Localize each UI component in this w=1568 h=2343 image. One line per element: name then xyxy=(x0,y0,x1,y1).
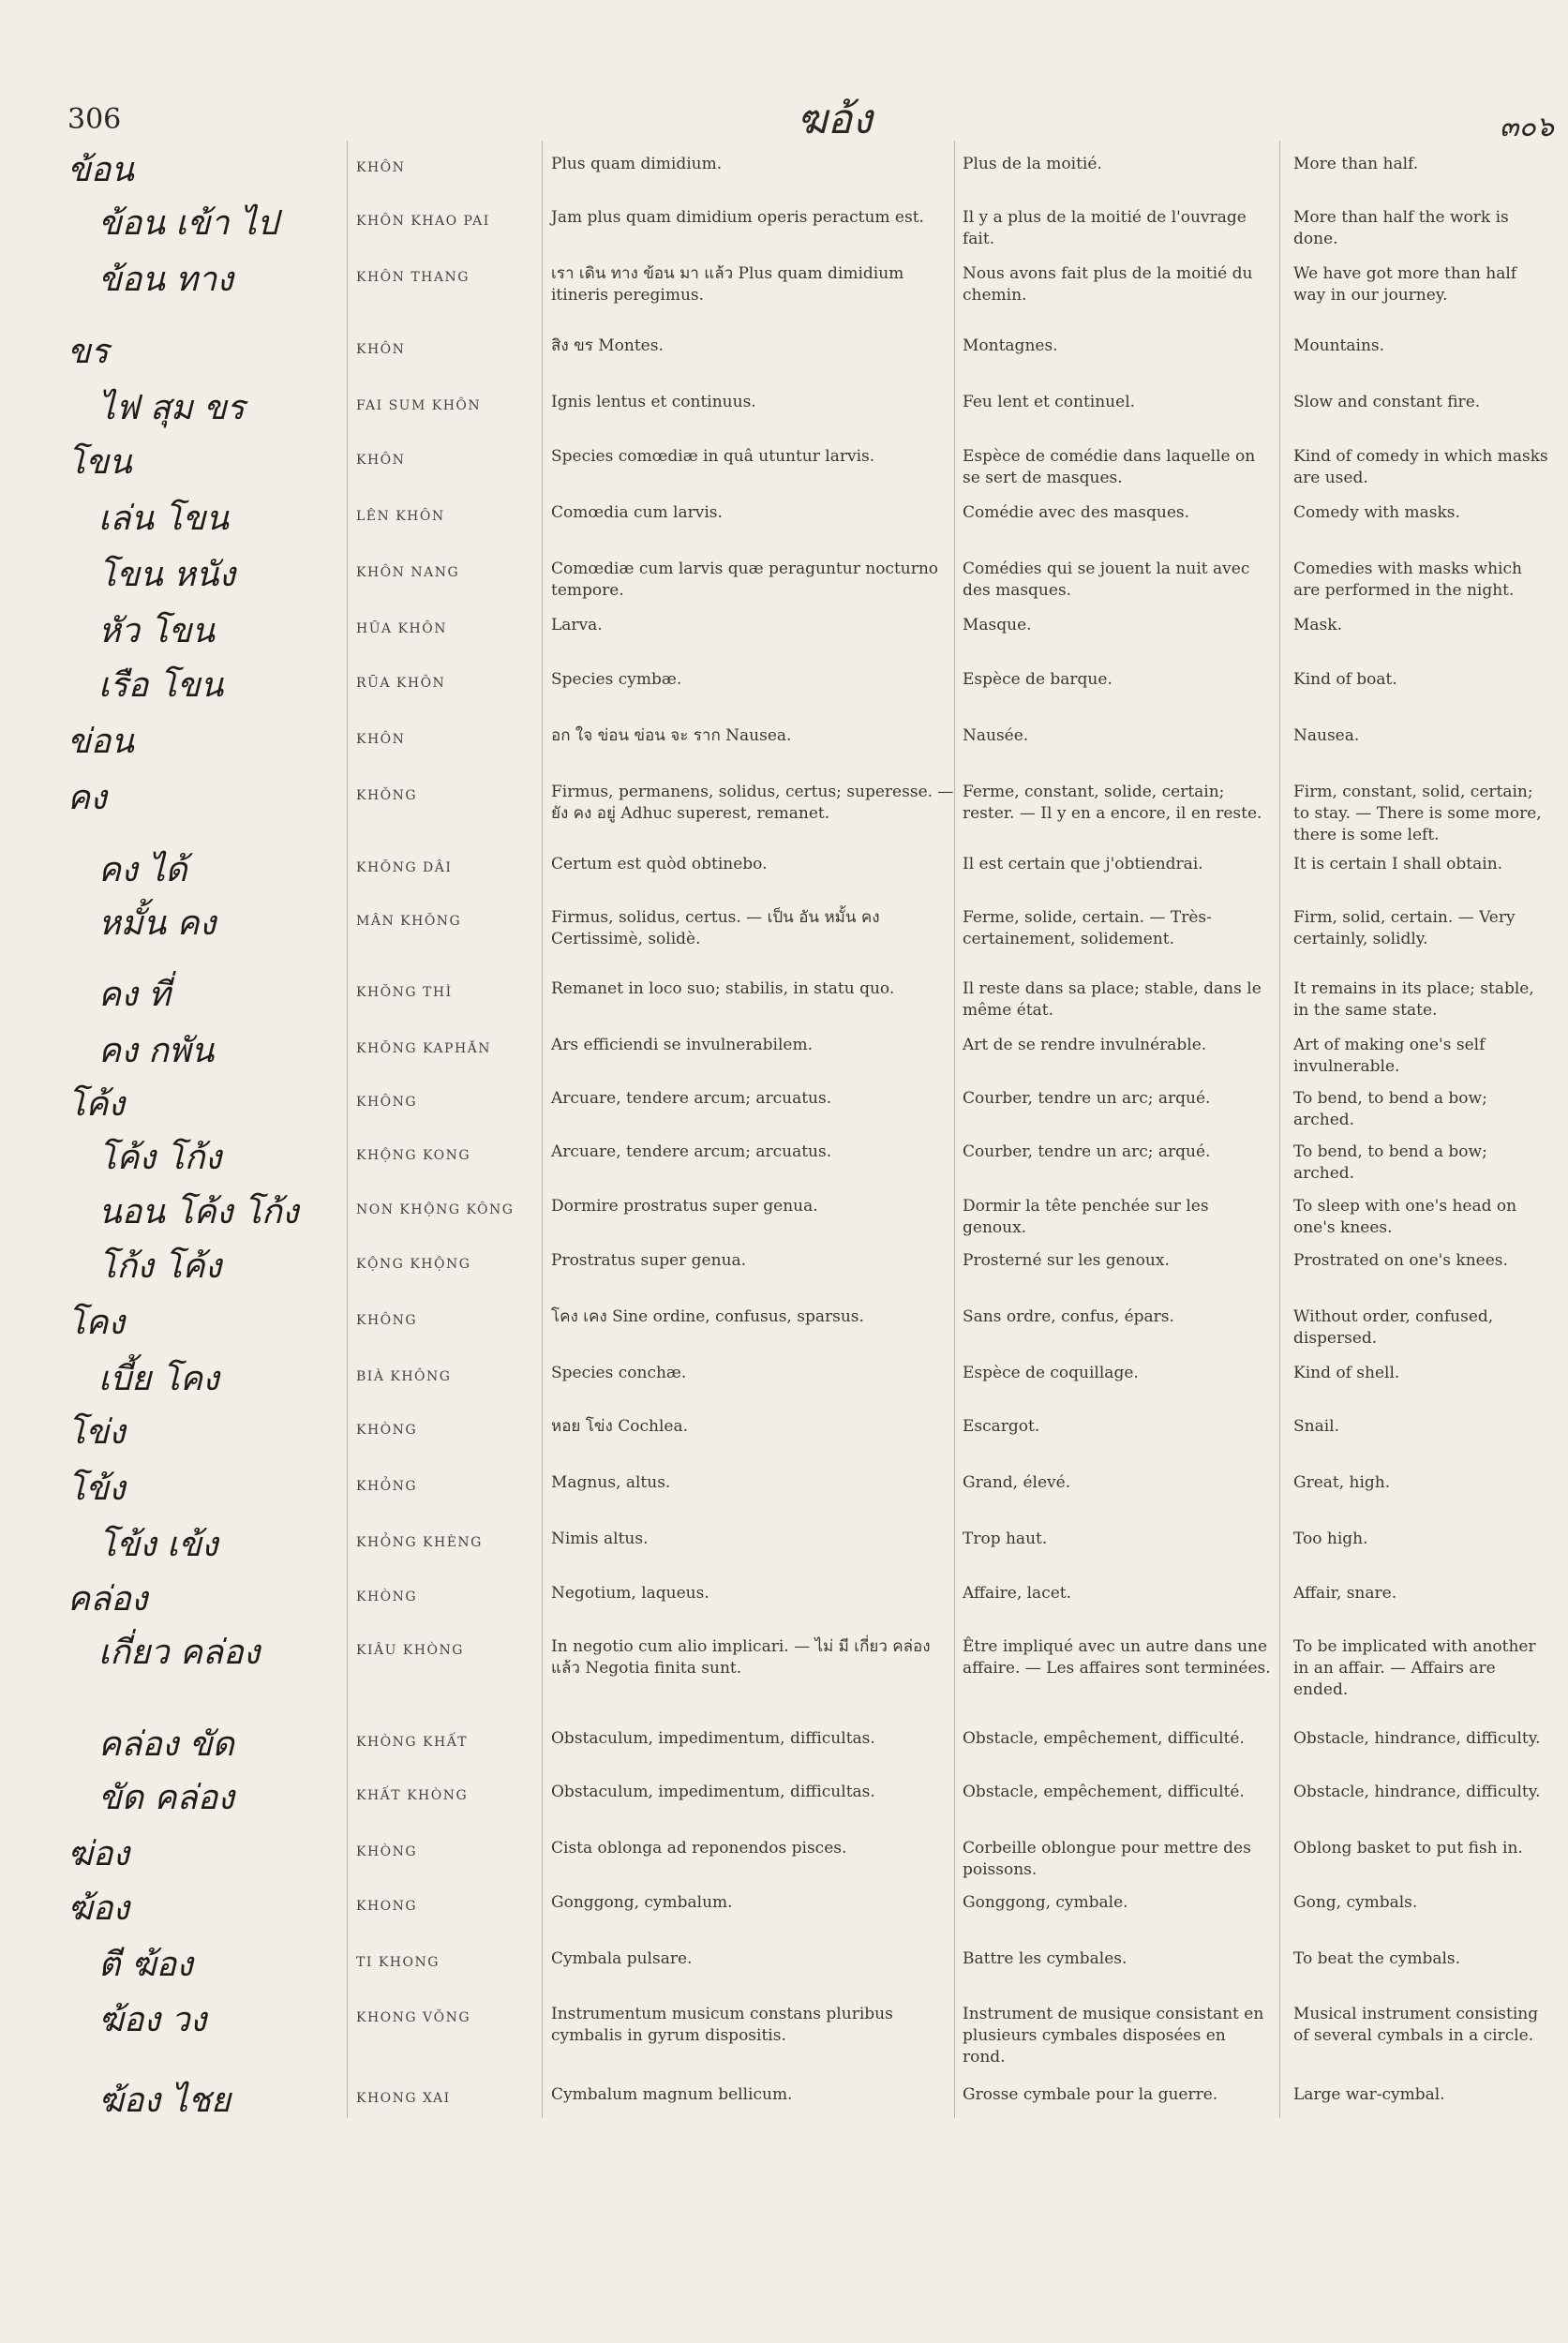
latin-definition: Cymbalum magnum bellicum. xyxy=(551,2085,793,2104)
english-definition: We have got more than half way in our journey. xyxy=(1293,264,1517,305)
english-definition: It remains in its place; stable, in the same state. xyxy=(1293,979,1534,1020)
romanization: RŪA KHÔN xyxy=(356,676,446,691)
romanization: KHÔN KHAO PAI xyxy=(356,214,490,229)
romanization: KHÔN xyxy=(356,453,406,468)
latin-definition: Species cymbæ. xyxy=(551,670,682,689)
thai-headword: คล่อง ขัด xyxy=(98,1725,234,1764)
latin-definition: เรา เดิน ทาง ข้อน มา แล้ว Plus quam dimidium itineris peregimus. xyxy=(551,264,904,305)
latin-definition: Plus quam dimidium. xyxy=(551,155,723,173)
english-definition: Too high. xyxy=(1293,1530,1368,1548)
french-definition: Grand, élevé. xyxy=(963,1473,1071,1492)
romanization: KHŎNG xyxy=(356,788,418,803)
english-definition: Large war-cymbal. xyxy=(1293,2085,1445,2104)
latin-definition: Ars efficiendi se invulnerabilem. xyxy=(551,1036,813,1054)
thai-headword: โคง xyxy=(67,1304,125,1342)
french-definition: Espèce de barque. xyxy=(963,670,1113,689)
english-definition: Oblong basket to put fish in. xyxy=(1293,1839,1523,1858)
thai-headword: โค้ง โก้ง xyxy=(98,1139,222,1177)
thai-headword: เรือ โขน xyxy=(98,666,224,705)
french-definition: Affaire, lacet. xyxy=(963,1584,1072,1603)
romanization: KHÒNG KHẤT xyxy=(356,1735,469,1750)
thai-headword: ฆ่อง xyxy=(67,1835,129,1873)
french-definition: Comédie avec des masques. xyxy=(963,503,1190,522)
thai-headword: ข้อน xyxy=(67,151,134,189)
french-definition: Il y a plus de la moitié de l'ouvrage fait. xyxy=(963,208,1247,248)
thai-headword: ตี ฆ้อง xyxy=(98,1946,193,1984)
english-definition: Snail. xyxy=(1293,1417,1340,1436)
romanization: KHŎNG KAPHĂN xyxy=(356,1041,492,1056)
english-definition: Mountains. xyxy=(1293,336,1385,355)
thai-headword: คง xyxy=(67,779,107,817)
latin-definition: Cista oblonga ad reponendos pisces. xyxy=(551,1839,847,1858)
romanization: KHÔN xyxy=(356,732,406,747)
thai-headword: โข้ง เข้ง xyxy=(98,1526,218,1564)
romanization: KHỎNG xyxy=(356,1479,418,1494)
thai-headword: นอน โค้ง โก้ง xyxy=(98,1193,299,1231)
french-definition: Masque. xyxy=(963,616,1032,634)
romanization: KHỎNG KHÈNG xyxy=(356,1535,483,1550)
latin-definition: Firmus, permanens, solidus, certus; superesse. — ยัง คง อยู่ Adhuc superest, remanet. xyxy=(551,783,954,823)
romanization: KHÔN NANG xyxy=(356,565,460,580)
thai-headword: โค้ง xyxy=(67,1085,125,1124)
thai-headword: ขร xyxy=(67,333,109,371)
romanization: KHÔN THANG xyxy=(356,270,470,285)
thai-headword: เกี่ยว คล่อง xyxy=(98,1634,261,1672)
french-definition: Nous avons fait plus de la moitié du chemin. xyxy=(963,264,1253,305)
thai-headword: คล่อง xyxy=(67,1580,148,1619)
french-definition: Comédies qui se jouent la nuit avec des masques. xyxy=(963,560,1250,600)
thai-headword: โข้ง xyxy=(67,1470,126,1508)
latin-definition: Prostratus super genua. xyxy=(551,1251,747,1270)
latin-definition: Instrumentum musicum constans pluribus cymbalis in gyrum dispositis. xyxy=(551,2005,893,2045)
romanization: KHONG xyxy=(356,1899,418,1914)
thai-headword: ฆ้อง xyxy=(67,1889,129,1928)
english-definition: It is certain I shall obtain. xyxy=(1293,855,1503,873)
french-definition: Il est certain que j'obtiendrai. xyxy=(963,855,1203,873)
romanization: BIÀ KHÔNG xyxy=(356,1369,452,1384)
romanization: KHẤT KHÒNG xyxy=(356,1788,469,1803)
romanization: KHÒNG xyxy=(356,1423,418,1438)
latin-definition: อก ใจ ข่อน ข่อน จะ ราก Nausea. xyxy=(551,726,792,745)
running-head: ฆอ้ง xyxy=(797,96,873,143)
english-definition: Art of making one's self invulnerable. xyxy=(1293,1036,1486,1076)
english-definition: To beat the cymbals. xyxy=(1293,1949,1461,1968)
latin-definition: Arcuare, tendere arcum; arcuatus. xyxy=(551,1142,832,1161)
latin-definition: Nimis altus. xyxy=(551,1530,649,1548)
romanization: KỘNG KHỘNG xyxy=(356,1257,471,1272)
french-definition: Battre les cymbales. xyxy=(963,1949,1127,1968)
english-definition: To be implicated with another in an affair. — Affairs are ended. xyxy=(1293,1637,1536,1699)
english-definition: To bend, to bend a bow; arched. xyxy=(1293,1089,1487,1129)
romanization: KHÔN xyxy=(356,160,406,175)
latin-definition: Remanet in loco suo; stabilis, in statu quo. xyxy=(551,979,895,998)
english-definition: To sleep with one's head on one's knees. xyxy=(1293,1197,1517,1237)
english-definition: Obstacle, hindrance, difficulty. xyxy=(1293,1783,1541,1801)
french-definition: Trop haut. xyxy=(963,1530,1048,1548)
latin-definition: Negotium, laqueus. xyxy=(551,1584,709,1603)
english-definition: Musical instrument consisting of several cymbals in a circle. xyxy=(1293,2005,1539,2045)
french-definition: Dormir la tête penchée sur les genoux. xyxy=(963,1197,1209,1237)
english-definition: Mask. xyxy=(1293,616,1342,634)
latin-definition: Comœdiæ cum larvis quæ peraguntur nocturno tempore. xyxy=(551,560,939,600)
french-definition: Courber, tendre un arc; arqué. xyxy=(963,1142,1211,1161)
english-definition: Great, high. xyxy=(1293,1473,1391,1492)
french-definition: Sans ordre, confus, épars. xyxy=(963,1307,1174,1326)
romanization: KHÒNG xyxy=(356,1589,418,1604)
latin-definition: Species conchæ. xyxy=(551,1364,687,1382)
thai-headword: โข่ง xyxy=(67,1413,126,1452)
thai-headword: ข้อน เข้า ไป xyxy=(98,204,278,243)
romanization: HŨA KHÔN xyxy=(356,621,447,636)
thai-headword: เล่น โขน xyxy=(98,500,229,538)
english-definition: More than half. xyxy=(1293,155,1419,173)
english-definition: Obstacle, hindrance, difficulty. xyxy=(1293,1729,1541,1748)
romanization: KHONG VŎNG xyxy=(356,2010,471,2025)
english-definition: Affair, snare. xyxy=(1293,1584,1397,1603)
romanization: NON KHỘNG KÔNG xyxy=(356,1202,515,1217)
english-definition: Gong, cymbals. xyxy=(1293,1893,1418,1912)
french-definition: Escargot. xyxy=(963,1417,1040,1436)
romanization: KHŎNG THÌ xyxy=(356,985,453,1000)
english-definition: Comedies with masks which are performed in the night. xyxy=(1293,560,1522,600)
column-rule xyxy=(1279,141,1280,2118)
french-definition: Espèce de coquillage. xyxy=(963,1364,1139,1382)
french-definition: Instrument de musique consistant en plusieurs cymbales disposées en rond. xyxy=(963,2005,1264,2067)
thai-page-number: ๓๐๖ xyxy=(1500,111,1554,143)
thai-headword: ไฟ สุม ขร xyxy=(98,389,246,427)
thai-headword: โขน หนัง xyxy=(98,556,235,594)
thai-headword: โขน xyxy=(67,443,132,482)
latin-definition: Firmus, solidus, certus. — เป็น อัน หมั้น คง Certissimè, solidè. xyxy=(551,908,880,948)
english-definition: Firm, solid, certain. — Very certainly, solidly. xyxy=(1293,908,1516,948)
latin-definition: Arcuare, tendere arcum; arcuatus. xyxy=(551,1089,832,1108)
english-definition: Without order, confused, dispersed. xyxy=(1293,1307,1494,1348)
thai-headword: ข้อน ทาง xyxy=(98,261,233,299)
english-definition: To bend, to bend a bow; arched. xyxy=(1293,1142,1487,1183)
romanization: KHONG XAI xyxy=(356,2091,451,2106)
english-definition: Comedy with masks. xyxy=(1293,503,1460,522)
french-definition: Il reste dans sa place; stable, dans le même état. xyxy=(963,979,1262,1020)
latin-definition: Species comœdiæ in quâ utuntur larvis. xyxy=(551,447,875,466)
latin-definition: Gonggong, cymbalum. xyxy=(551,1893,733,1912)
latin-definition: Comœdia cum larvis. xyxy=(551,503,723,522)
romanization: KHÒNG xyxy=(356,1844,418,1859)
romanization: KHŎNG DÂI xyxy=(356,860,453,875)
english-definition: Kind of boat. xyxy=(1293,670,1397,689)
latin-definition: Certum est quòd obtinebo. xyxy=(551,855,768,873)
latin-definition: Larva. xyxy=(551,616,603,634)
romanization: TI KHONG xyxy=(356,1955,440,1970)
french-definition: Art de se rendre invulnérable. xyxy=(963,1036,1207,1054)
latin-definition: Jam plus quam dimidium operis peractum est. xyxy=(551,208,924,227)
french-definition: Plus de la moitié. xyxy=(963,155,1102,173)
latin-definition: หอย โข่ง Cochlea. xyxy=(551,1417,688,1436)
thai-headword: ฆ้อง วง xyxy=(98,2001,207,2039)
thai-headword: คง กพัน xyxy=(98,1032,215,1070)
romanization: KHÔNG xyxy=(356,1095,418,1110)
thai-headword: คง ได้ xyxy=(98,851,187,889)
latin-definition: Obstaculum, impedimentum, difficultas. xyxy=(551,1729,875,1748)
french-definition: Grosse cymbale pour la guerre. xyxy=(963,2085,1218,2104)
thai-headword: ข่อน xyxy=(67,723,134,761)
romanization: MÂN KHŎNG xyxy=(356,914,462,929)
english-definition: Kind of shell. xyxy=(1293,1364,1400,1382)
french-definition: Feu lent et continuel. xyxy=(963,393,1136,411)
romanization: FAI SUM KHÔN xyxy=(356,398,482,413)
thai-headword: โก้ง โค้ง xyxy=(98,1247,222,1286)
french-definition: Obstacle, empêchement, difficulté. xyxy=(963,1729,1245,1748)
latin-definition: โคง เคง Sine ordine, confusus, sparsus. xyxy=(551,1307,864,1326)
latin-definition: Cymbala pulsare. xyxy=(551,1949,693,1968)
english-definition: Slow and constant fire. xyxy=(1293,393,1481,411)
latin-definition: Ignis lentus et continuus. xyxy=(551,393,756,411)
french-definition: Espèce de comédie dans laquelle on se sert de masques. xyxy=(963,447,1256,487)
french-definition: Obstacle, empêchement, difficulté. xyxy=(963,1783,1245,1801)
french-definition: Courber, tendre un arc; arqué. xyxy=(963,1089,1211,1108)
latin-definition: Obstaculum, impedimentum, difficultas. xyxy=(551,1783,875,1801)
romanization: KIÂU KHÒNG xyxy=(356,1643,464,1658)
thai-headword: ขัด คล่อง xyxy=(98,1779,234,1817)
thai-headword: คง ที่ xyxy=(98,976,171,1014)
latin-definition: Dormire prostratus super genua. xyxy=(551,1197,818,1216)
romanization: KHÔNG xyxy=(356,1313,418,1328)
french-definition: Montagnes. xyxy=(963,336,1058,355)
latin-definition: In negotio cum alio implicari. — ไม่ มี เกี่ยว คล่อง แล้ว Negotia finita sunt. xyxy=(551,1637,931,1678)
romanization: LÊN KHÔN xyxy=(356,509,445,524)
english-definition: Firm, constant, solid, certain; to stay. — There is some more, there is some left. xyxy=(1293,783,1542,844)
french-definition: Ferme, constant, solide, certain; rester. — Il y en a encore, il en reste. xyxy=(963,783,1262,823)
english-definition: More than half the work is done. xyxy=(1293,208,1509,248)
english-definition: Nausea. xyxy=(1293,726,1360,745)
thai-headword: ฆ้อง ไชย xyxy=(98,2082,231,2120)
romanization: KHỘNG KONG xyxy=(356,1148,471,1163)
romanization: KHÔN xyxy=(356,342,406,357)
column-rule xyxy=(542,141,543,2118)
french-definition: Corbeille oblongue pour mettre des poissons. xyxy=(963,1839,1251,1879)
french-definition: Nausée. xyxy=(963,726,1029,745)
french-definition: Être impliqué avec un autre dans une affaire. — Les affaires sont terminées. xyxy=(963,1637,1271,1678)
english-definition: Kind of comedy in which masks are used. xyxy=(1293,447,1548,487)
thai-headword: หมั้น คง xyxy=(98,904,217,943)
french-definition: Ferme, solide, certain. — Très-certainement, solidement. xyxy=(963,908,1212,948)
french-definition: Gonggong, cymbale. xyxy=(963,1893,1128,1912)
column-rule xyxy=(347,141,348,2118)
latin-definition: Magnus, altus. xyxy=(551,1473,671,1492)
latin-definition: สิง ขร Montes. xyxy=(551,336,664,355)
thai-headword: เบี้ย โคง xyxy=(98,1360,219,1398)
english-definition: Prostrated on one's knees. xyxy=(1293,1251,1508,1270)
thai-headword: หัว โขน xyxy=(98,612,215,650)
column-rule xyxy=(954,141,955,2118)
french-definition: Prosterné sur les genoux. xyxy=(963,1251,1170,1270)
page-number: 306 xyxy=(67,103,122,136)
